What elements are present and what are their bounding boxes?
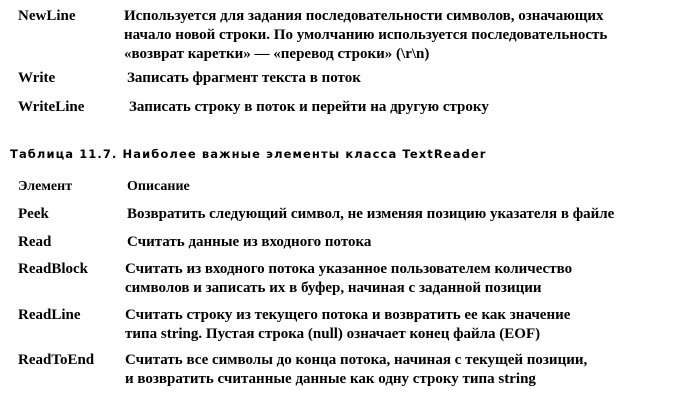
member-description: [124, 7, 607, 64]
description-line: Записать строку в поток и перейти на другую строку: [129, 99, 489, 115]
description-line: начало новой строки. По умолчанию используется последовательность: [124, 27, 608, 43]
description-line: «возврат каретки» — «перевод строки» (\r\n): [124, 46, 430, 62]
member-description: [125, 306, 570, 344]
member-name: Read: [18, 234, 52, 250]
table-caption: Таблица 11.7. Наиболее важные элементы класса TextReader: [10, 147, 487, 161]
member-description: [127, 69, 361, 88]
member-name: ReadLine: [18, 307, 81, 323]
description-line: Используется для задания последовательности символов, означающих: [124, 8, 604, 24]
member-name: Write: [18, 70, 56, 86]
member-description: [125, 260, 572, 298]
description-line: Считать все символы до конца потока, начиная с текущей позиции,: [125, 352, 588, 368]
description-line: Считать строку из текущего потока и возвратить ее как значение: [125, 307, 571, 323]
header-description: Описание: [127, 179, 190, 194]
description-line: Считать данные из входного потока: [127, 234, 372, 250]
member-description: [127, 233, 371, 252]
member-description: [125, 351, 587, 389]
member-name: Peek: [18, 206, 49, 222]
header-element: Элемент: [18, 179, 73, 194]
member-name: NewLine: [18, 8, 76, 24]
description-line: Возвратить следующий символ, не изменяя позицию указателя в файле: [127, 206, 615, 222]
member-name: ReadToEnd: [18, 352, 95, 368]
description-line: символов и записать их в буфер, начиная с заданной позиции: [125, 280, 542, 296]
description-line: и возвратить считанные данные как одну строку типа string: [125, 371, 536, 387]
member-description: [129, 98, 489, 117]
description-line: типа string. Пустая строка (null) означает конец файла (EOF): [125, 326, 541, 342]
member-name: ReadBlock: [18, 261, 89, 277]
member-description: [127, 205, 614, 224]
description-line: Считать из входного потока указанное пользователем количество: [125, 261, 573, 277]
member-name: WriteLine: [18, 99, 85, 115]
description-line: Записать фрагмент текста в поток: [127, 70, 361, 86]
